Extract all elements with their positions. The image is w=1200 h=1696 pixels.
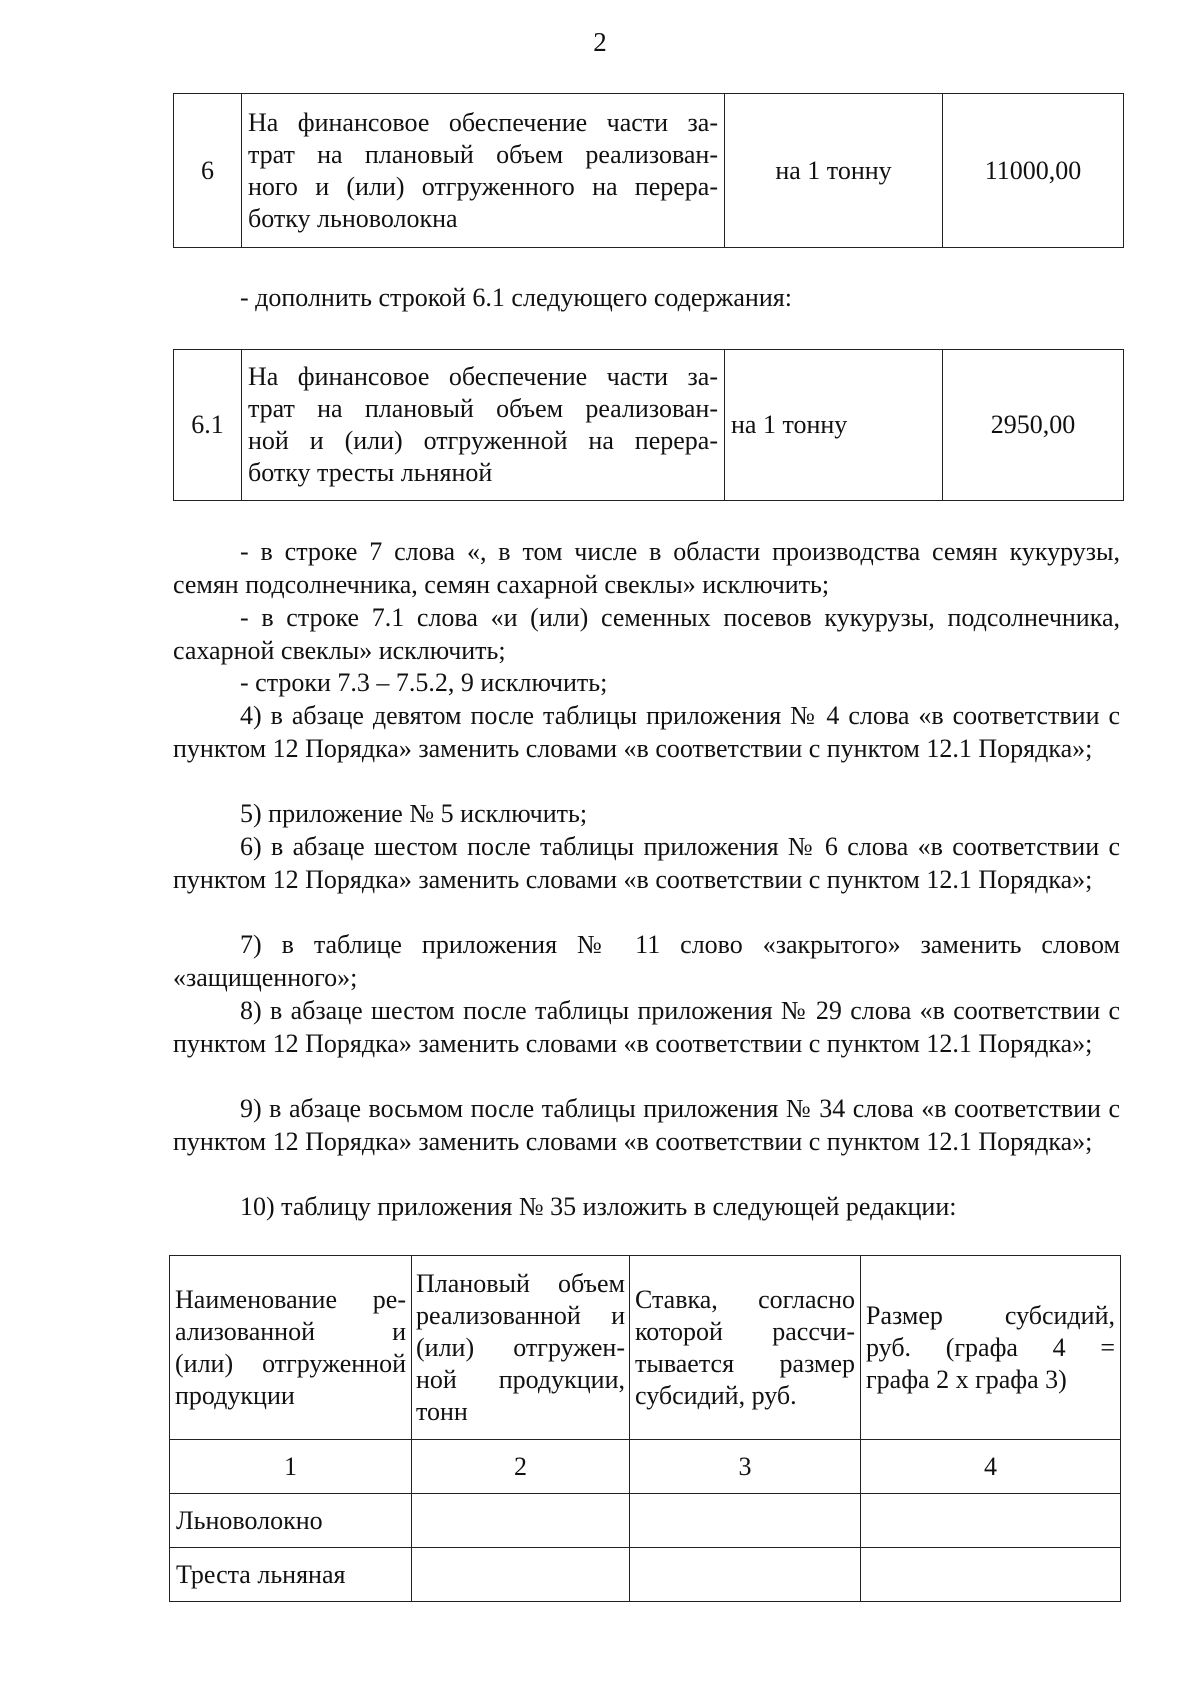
row-rate: 11000,00 [943, 94, 1124, 248]
paragraph-lines-7-3: - строки 7.3 – 7.5.2, 9 исключить; [240, 668, 608, 697]
row-description: На финансовое обеспечение части за- трат на плановый объем реализован- ного и (или) отгруженного на перера- ботку льноволокна [242, 94, 725, 248]
intro-row-6-1: - дополнить строкой 6.1 следующего содержания: [240, 283, 792, 312]
paragraph-item-9: 9) в абзаце восьмом после таблицы приложения № 34 слова «в соответствии с пунктом 12 Порядка» заменить словами «в соответствии с пунктом 12.1 Порядка»; [173, 1094, 1120, 1156]
header-planned-volume: Плановый объем реализованной и (или) отгружен- ной продукции, тонн [412, 1256, 630, 1440]
paragraph-item-7: 7) в таблице приложения № 11 слово «закрытого» заменить словом «защищенного»; [173, 930, 1120, 992]
row-number: 6.1 [174, 350, 242, 501]
column-number: 2 [412, 1440, 630, 1494]
column-number: 1 [170, 1440, 412, 1494]
column-number: 3 [630, 1440, 861, 1494]
subsidy-cell [861, 1494, 1121, 1548]
planned-volume-cell [412, 1494, 630, 1548]
paragraph-item-10: 10) таблицу приложения № 35 изложить в следующей редакции: [240, 1192, 957, 1221]
paragraph-item-8: 8) в абзаце шестом после таблицы приложения № 29 слова «в соответствии с пунктом 12 Порядка» заменить словами «в соответствии с пунктом 12.1 Порядка»; [173, 996, 1120, 1058]
header-rate: Ставка, согласно которой рассчи- тывается размер субсидий, руб. [630, 1256, 861, 1440]
header-subsidy-size: Размер субсидий, руб. (графа 4 = графа 2 х графа 3) [861, 1256, 1121, 1440]
row-description: На финансовое обеспечение части за- трат на плановый объем реализован- ной и (или) отгруженной на перера- ботку тресты льняной [242, 350, 725, 501]
subsidy-cell [861, 1548, 1121, 1602]
paragraph-item-6: 6) в абзаце шестом после таблицы приложения № 6 слова «в соответствии с пунктом 12 Порядка» заменить словами «в соответствии с пунктом 12.1 Порядка»; [173, 832, 1120, 894]
rate-cell [630, 1494, 861, 1548]
planned-volume-cell [412, 1548, 630, 1602]
rate-cell [630, 1548, 861, 1602]
paragraph-line-7-1: - в строке 7.1 слова «и (или) семенных посевов кукурузы, подсолнечника, сахарной свеклы» исключить; [173, 603, 1120, 665]
product-name-cell: Льноволокно [170, 1494, 412, 1548]
table-row-6 [173, 93, 1124, 248]
row-unit: на 1 тонну [725, 350, 943, 501]
product-name-cell: Треста льняная [170, 1548, 412, 1602]
table-appendix-35 [169, 1255, 1121, 1602]
paragraph-item-5: 5) приложение № 5 исключить; [240, 799, 588, 828]
row-rate: 2950,00 [943, 350, 1124, 501]
table-row [170, 1548, 1121, 1602]
page-number: 2 [593, 27, 607, 57]
row-unit: на 1 тонну [725, 94, 943, 248]
paragraph-line-7: - в строке 7 слова «, в том числе в области производства семян кукурузы, семян подсолнечника, семян сахарной свеклы» исключить; [173, 537, 1120, 599]
column-number: 4 [861, 1440, 1121, 1494]
row-number: 6 [174, 94, 242, 248]
header-product-name: Наименование ре- ализованной и (или) отгруженной продукции [170, 1256, 412, 1440]
table-row [170, 1494, 1121, 1548]
table-row-6-1 [173, 349, 1124, 501]
paragraph-item-4: 4) в абзаце девятом после таблицы приложения № 4 слова «в соответствии с пунктом 12 Порядка» заменить словами «в соответствии с пунктом 12.1 Порядка»; [173, 701, 1120, 763]
